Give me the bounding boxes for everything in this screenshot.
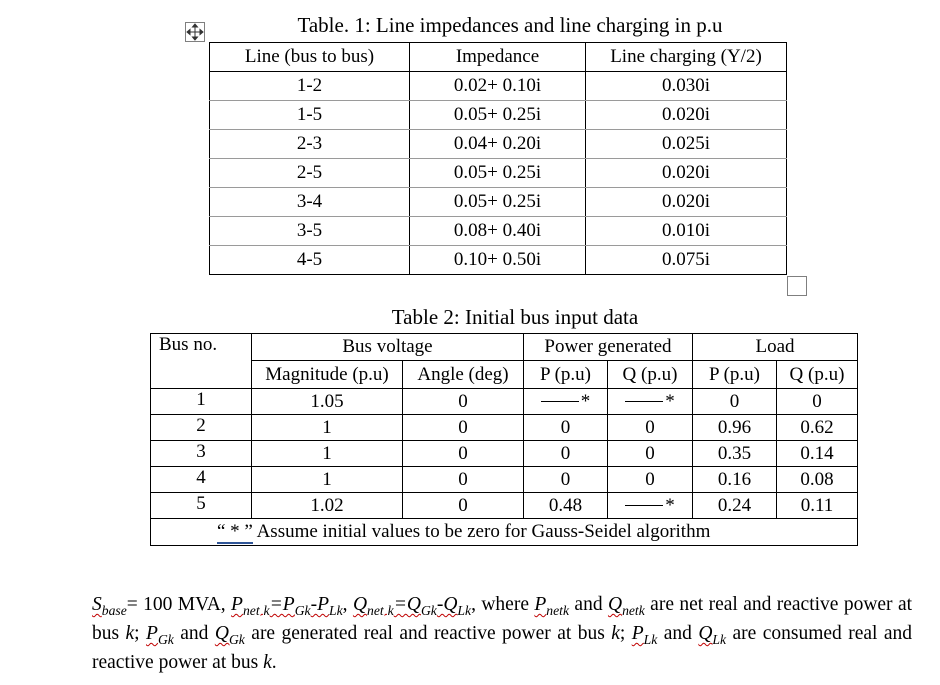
text: .: [271, 652, 277, 673]
table-row: [210, 159, 787, 188]
asterisk: *: [665, 390, 675, 412]
table-cell: 0.48: [524, 493, 608, 519]
sub: Lk: [643, 631, 658, 647]
table-cell: 2-5: [210, 159, 410, 188]
table1-header-line-charging: Line charging (Y/2): [586, 43, 787, 72]
table-row: [151, 389, 858, 415]
p-lk-symbol: [631, 623, 658, 647]
table-cell: 1: [252, 415, 403, 441]
table-cell: 0.010i: [586, 217, 787, 246]
sym: =P: [269, 594, 295, 615]
table2-header-p-load: P (p.u): [693, 361, 777, 389]
table2-header-angle: Angle (deg): [403, 361, 524, 389]
text: and: [657, 623, 699, 644]
table-row: [210, 101, 787, 130]
table-cell: 0.04+ 0.20i: [410, 130, 586, 159]
table2-caption: [300, 304, 730, 330]
table-cell: [524, 389, 608, 415]
table-cell: 0: [693, 389, 777, 415]
move-arrows-icon: [186, 23, 204, 41]
sub: netk: [622, 602, 645, 618]
table-cell: 0: [524, 441, 608, 467]
table-cell: 5: [151, 493, 252, 519]
table-cell: 0.08+ 0.40i: [410, 217, 586, 246]
note-text: Assume initial values to be zero for Gauss-Seidel algorithm: [256, 521, 711, 542]
table-cell: 0.14: [777, 441, 858, 467]
table-row: [210, 188, 787, 217]
table-cell: 0.020i: [586, 188, 787, 217]
table-cell: 4: [151, 467, 252, 493]
sub: Gk: [420, 602, 437, 618]
sym: P: [534, 594, 547, 615]
sub: Gk: [294, 602, 311, 618]
p-net-eq: [231, 594, 343, 618]
sym: -P: [310, 594, 330, 615]
table-cell: 1: [252, 467, 403, 493]
table-cell: 0.35: [693, 441, 777, 467]
table-row: [210, 72, 787, 101]
k-symbol: k: [611, 623, 620, 644]
table2-header-bus-no: Bus no.: [151, 334, 252, 389]
table-resize-handle[interactable]: [787, 276, 807, 296]
sym: P: [231, 594, 243, 615]
table-cell: 0.05+ 0.25i: [410, 101, 586, 130]
table-cell: 0: [777, 389, 858, 415]
table1-header-line: Line (bus to bus): [210, 43, 410, 72]
table2-header-p-gen: P (p.u): [524, 361, 608, 389]
sub: Lk: [329, 602, 343, 618]
text: are net real and reactive power at bus: [92, 594, 913, 644]
table-move-handle[interactable]: [185, 22, 205, 42]
table2-header-load: Load: [693, 334, 858, 361]
table-cell: 1-2: [210, 72, 410, 101]
q-net-eq: [352, 594, 472, 618]
table-cell: 0: [403, 493, 524, 519]
table-row: [210, 130, 787, 159]
sub: base: [101, 602, 127, 618]
table-cell: 0.05+ 0.25i: [410, 159, 586, 188]
table-cell: 0: [403, 441, 524, 467]
asterisk: *: [665, 494, 675, 516]
q-gk-symbol: [214, 623, 245, 647]
table-row: [210, 217, 787, 246]
table-cell: 0.020i: [586, 101, 787, 130]
table-cell: 0.16: [693, 467, 777, 493]
table-cell: 4-5: [210, 246, 410, 275]
text: ,: [342, 594, 353, 615]
table-cell: 0.62: [777, 415, 858, 441]
sub: netk: [546, 602, 570, 618]
table-cell: 0.05+ 0.25i: [410, 188, 586, 217]
table-row: [151, 467, 858, 493]
table-cell: 0.10+ 0.50i: [410, 246, 586, 275]
table-cell: 0.24: [693, 493, 777, 519]
table-cell: 0.02+ 0.10i: [410, 72, 586, 101]
table2-header-bus-voltage: Bus voltage: [252, 334, 524, 361]
text: are generated real and reactive power at bus: [244, 623, 612, 644]
q-netk-symbol: [607, 594, 645, 618]
table1-header-impedance: Impedance: [410, 43, 586, 72]
sub: net k: [242, 602, 270, 618]
table-row: [210, 246, 787, 275]
s-base-symbol: [92, 594, 127, 618]
table-cell: 0.08: [777, 467, 858, 493]
line-impedance-table: [209, 42, 787, 275]
table-cell: 1.02: [252, 493, 403, 519]
sub: Lk: [457, 602, 472, 618]
sym: =Q: [393, 594, 421, 615]
blank-line: [625, 391, 663, 402]
table-cell: 0: [608, 441, 693, 467]
table2-header-magnitude: [252, 361, 403, 389]
table-cell: 0.11: [777, 493, 858, 519]
table-cell: 0: [524, 467, 608, 493]
sym: P: [146, 623, 158, 644]
sym: P: [631, 623, 644, 644]
sub: Gk: [228, 631, 245, 647]
table1-caption: [210, 12, 810, 38]
text: = 100 MVA,: [126, 594, 232, 615]
note-marker: “ * ”: [217, 521, 253, 542]
table2-caption-text: Table 2: Initial bus input data: [391, 305, 639, 329]
table-cell: [608, 389, 693, 415]
table-cell: 1.05: [252, 389, 403, 415]
blank-line: [541, 391, 579, 402]
table-cell: 0.075i: [586, 246, 787, 275]
asterisk: *: [580, 390, 591, 412]
q-lk-symbol: [698, 623, 727, 647]
table1-caption-text: Table. 1: Line impedances and line charging in p.u: [297, 13, 723, 37]
table-cell: 0: [608, 467, 693, 493]
sym: Q: [352, 594, 368, 615]
sym: Q: [607, 594, 623, 615]
table-cell: 0.030i: [586, 72, 787, 101]
k-symbol: k: [125, 623, 135, 644]
bus-input-table: [150, 333, 858, 546]
table-cell: 0: [403, 389, 524, 415]
sym: Q: [698, 623, 713, 644]
table-row: [151, 493, 858, 519]
table-cell: 0: [524, 415, 608, 441]
table-cell: 2-3: [210, 130, 410, 159]
k-symbol: k: [263, 652, 272, 673]
table-cell: 0.96: [693, 415, 777, 441]
text: ;: [619, 623, 632, 644]
table-cell: 0: [403, 415, 524, 441]
table2-header-q-load: Q (p.u): [777, 361, 858, 389]
sub: Gk: [157, 631, 174, 647]
table-cell: 1-5: [210, 101, 410, 130]
table-row: [151, 441, 858, 467]
p-gk-symbol: [146, 623, 174, 647]
table2-header-q-gen: Q (p.u): [608, 361, 693, 389]
table-row: [151, 415, 858, 441]
blank-line: [625, 495, 663, 506]
table-cell: 0: [403, 467, 524, 493]
text: , where: [471, 594, 535, 615]
sym: -Q: [436, 594, 458, 615]
p-netk-symbol: [534, 594, 570, 618]
table-note-row: [151, 519, 858, 546]
table-cell: 1: [151, 389, 252, 415]
table-cell: 3-4: [210, 188, 410, 217]
table-cell: 3-5: [210, 217, 410, 246]
table-cell: 2: [151, 415, 252, 441]
text: are consumed real and reactive power at bus: [92, 623, 913, 673]
table-cell: [608, 493, 693, 519]
sub: Lk: [712, 631, 727, 647]
sym: S: [92, 594, 102, 615]
text: and: [569, 594, 608, 615]
header-text: Magnitude (p.u): [265, 363, 389, 385]
table2-header-power-generated: Power generated: [524, 334, 693, 361]
sub: net k: [367, 602, 394, 618]
text: ;: [134, 623, 147, 644]
table-cell: 3: [151, 441, 252, 467]
table2-note: [151, 519, 858, 546]
definitions-paragraph: [92, 590, 912, 677]
table-cell: 0.020i: [586, 159, 787, 188]
table-cell: 0.025i: [586, 130, 787, 159]
table-cell: 0: [608, 415, 693, 441]
sym: Q: [214, 623, 229, 644]
text: and: [173, 623, 215, 644]
table-cell: 1: [252, 441, 403, 467]
